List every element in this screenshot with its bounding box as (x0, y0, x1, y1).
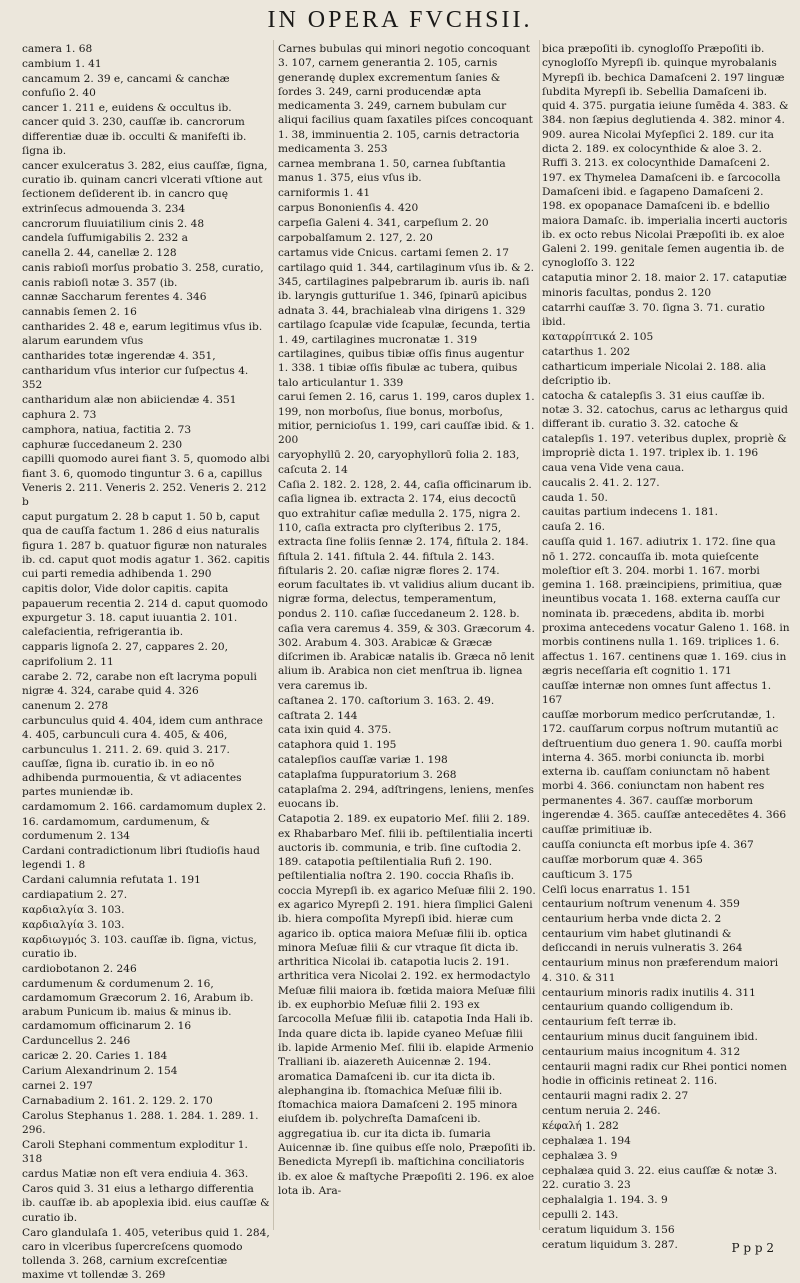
index-entry: καταρρίπτικά 2. 105 (542, 330, 654, 343)
index-entry: catharticum imperiale Nicolai 2. 188. alia deſcriptio ib. (542, 360, 767, 387)
column-divider (539, 40, 540, 1230)
index-entry: καρδιαλγία 3. 103. (22, 918, 125, 931)
index-entry: cataplaſma ſuppuratorium 3. 268 (278, 769, 457, 782)
index-entry: carpus Bononienſis 4. 420 (278, 202, 419, 215)
index-entry: canella 2. 44, canellæ 2. 128 (22, 247, 177, 260)
index-entry: cataphora quid 1. 195 (278, 739, 397, 752)
index-entry: caphuræ ſuccedaneum 2. 230 (22, 438, 183, 451)
index-entry: cauſſa coniuncta eſt morbus ipſe 4. 367 (542, 838, 754, 851)
index-entry: cantharidum alæ non abiiciendæ 4. 351 (22, 393, 237, 406)
index-entry: cambium 1. 41 (22, 57, 102, 70)
index-entry: centaurii magni radix 2. 27 (542, 1090, 689, 1103)
index-entry: cancer exulceratus 3. 282, eius cauſſæ, ſigna, curatio ib. quinam cancri vlcerati vſtione aut ſectionem deſiderent ib. in cancro quę extrinſecus admouenda 3. 234 (22, 159, 268, 215)
index-entry: caua vena Vide vena caua. (542, 461, 685, 474)
index-entry: caſia vera caremus 4. 359, & 303. Græcorum 4. 302. Arabum 4. 303. Arabicæ & Græcæ diſcrimen ib. Arabicæ natalis ib. Græca nō lenit alium ib. Arabica non ciet menſtrua ib. lignea vera caremus ib. (278, 622, 535, 692)
page-header-title: IN OPERA FVCHSII. (267, 7, 533, 33)
index-entry: cantharides totæ ingerendæ 4. 351, cantharidum vſus interior cur ſuſpectus 4. 352 (22, 350, 249, 391)
index-entry: cephalæa 1. 194 (542, 1134, 631, 1147)
index-entry: Celſi locus enarratus 1. 151 (542, 883, 692, 896)
index-entry: cardiobotanon 2. 246 (22, 962, 137, 975)
index-entry: caphura 2. 73 (22, 408, 97, 421)
index-entry: caryophyllū 2. 20, caryophyllorū folia 2. 183, (278, 449, 520, 462)
index-entry: Caros quid 3. 31 eius a lethargo differentia ib. cauſſæ ib. ab apoplexia ibid. eius cauſſæ & curatio ib. (22, 1183, 270, 1224)
index-entry: Cardani calumnia refutata 1. 191 (22, 873, 201, 886)
index-entry: carpobalſamum 2. 127, 2. 20 (278, 231, 433, 244)
index-entry: carpeſia Galeni 4. 341, carpeſium 2. 20 (278, 216, 489, 229)
index-entry: catalepſios cauſſæ variæ 1. 198 (278, 754, 448, 767)
index-entry: catarthus 1. 202 (542, 345, 631, 358)
index-column-1 (22, 42, 270, 1282)
index-column-2 (278, 42, 536, 1238)
index-entry: ceratum liquidum 3. 156 (542, 1223, 675, 1236)
index-entry: carbunculus quid 4. 404, idem cum anthrace 4. 405, carbunculi cura 4. 405, & 406, carbunculus 1. 211. 2. 69. quid 3. 217. cauſſæ, ſigna ib. curatio ib. in eo nō adhibenda purmouentia, & vt adiacentes partes muniendæ ib. (22, 714, 263, 799)
index-entry: carnea membrana 1. 50, carnea ſubſtantia manus 1. 375, eius vſus ib. (278, 157, 506, 185)
index-entry: cephalalgia 1. 194. 3. 9 (542, 1193, 668, 1206)
index-entry: Cardani contradictionum libri ſtudioſis haud legendi 1. 8 (22, 844, 260, 872)
index-entry: carnei 2. 197 (22, 1080, 93, 1093)
index-entry: cephalæa quid 3. 22. eius cauſſæ & notæ 3. 22. curatio 3. 23 (542, 1164, 778, 1191)
index-entry: cauſſæ primitiuæ ib. (542, 823, 653, 836)
index-entry: caſtrata 2. 144 (278, 709, 358, 722)
index-entry: cauitas partium indecens 1. 181. (542, 506, 719, 519)
index-entry: καρδιωγμός 3. 103. cauſſæ ib. ſigna, victus, curatio ib. (22, 933, 257, 960)
index-entry: Caroli Stephani commentum exploditur 1. 318 (22, 1139, 248, 1166)
index-entry: capparis lignoſa 2. 27, cappares 2. 20, (22, 641, 229, 654)
index-entry: Caro glandulaſa 1. 405, veteribus quid 1. 284, caro in vlceribus ſupercreſcens quomodo tollenda 3. 268, carnium excreſcentiæ maxime vt tollendæ 3. 269 (22, 1226, 270, 1282)
index-entry: καρδιαλγία 3. 103. (22, 903, 125, 916)
index-entry: cartilago quid 1. 344, cartilaginum vſus ib. & 2. 345, cartilagines palpebrarum ib. auris ib. naſi ib. laryngis gutturiſue 1. 346, ſpinarū apicibus adnata 3. 44, brachialeab vlna dirigens 1. 329 (278, 261, 534, 317)
index-entry: carabe 2. 72, carabe non eſt lacryma populi nigræ 4. 324, carabe quid 4. 326 (22, 670, 257, 698)
index-entry: cancamum 2. 39 e, cancami & canchæ confuſio 2. 40 (22, 72, 230, 100)
index-entry: bica præpoſiti ib. cynogloſſo Præpoſiti ib. cynogloſſo Myrepſi ib. quinque myrobalanis Myrepſi ib. bechica Damaſceni 2. 197 linguæ ſubdita Myrepſi ib. Sebellia Damaſceni ib. quid 4. 375. purgatia ieiune ſumēda 4. 383. & 384. non ſæpius deglutienda 4. 382. minor 4. 909. aurea Nicolai Myſepſici 2. 189. cur ita dicta 2. 189. ex colocynthide & aloe 3. 2. Ruffi 3. 213. ex colocynthide Damaſceni 2. 197. ex Thymelea Damaſceni ib. e ſarcocolla Damaſceni ibid. e ſagapeno Damaſceni 2. 198. ex opopanace Damaſceni ib. e bdellio maiora Damaſc. ib. imperialia incerti auctoris ib. ex octo rebus Nicolai Præpoſiti ib. ex aloe Galeni 2. 199. genitale ſemen augentia ib. de cynogloſſo 3. 122 (542, 43, 789, 270)
index-entry: cannabis ſemen 2. 16 (22, 306, 137, 319)
index-entry: cardamomum 2. 166. cardamomum duplex 2. 16. cardamomum, cardumenum, & cordumenum 2. 134 (22, 801, 267, 842)
index-entry: centaurii magni radix cur Rhei pontici nomen hodie in officinis retineat 2. 116. (542, 1061, 787, 1088)
index-entry: centaurium quando colligendum ib. (542, 1001, 734, 1014)
index-entry: cauſa 2. 16. (542, 521, 605, 534)
index-entry: cartamus vide Cnicus. cartami ſemen 2. 17 (278, 246, 509, 259)
index-entry: ceratum liquidum 3. 287. (542, 1238, 678, 1251)
index-entry: cartilago ſcapulæ vide ſcapulæ, ſecunda, tertia 1. 49, cartilagines mucronatæ 1. 319 cartilagines, quibus tibiæ oſſis finus augentur 1. 338. 1 tibiæ oſſis fibulæ ac tubera, quibus talo articulantur 1. 339 (278, 319, 531, 389)
index-entry: Carduncellus 2. 246 (22, 1035, 131, 1048)
index-entry: capilli quomodo aurei fiant 3. 5, quomodo albi fiant 3. 6, quomodo tinguntur 3. 6 a, capillus Veneris 2. 211. Veneris 2. 252. Veneris 2. 212 b (22, 453, 270, 509)
index-entry: camera 1. 68 (22, 43, 93, 55)
index-entry: cantharides 2. 48 e, earum legitimus vſus ib. alarum earundem vſus (22, 321, 263, 348)
index-entry: cauſſæ internæ non omnes ſunt affectus 1. 167 (542, 679, 772, 707)
index-entry: centaurium feſt terræ ib. (542, 1016, 677, 1029)
index-entry: Carium Alexandrinum 2. 154 (22, 1065, 178, 1078)
index-entry: catarrhi cauſſæ 3. 70. ſigna 3. 71. curatio ibid. (542, 301, 765, 328)
index-entry: camphora, natiua, factitia 2. 73 (22, 423, 192, 436)
index-entry: cauſticum 3. 175 (542, 868, 633, 881)
index-entry: centaurium noſtrum venenum 4. 359 (542, 898, 740, 911)
index-entry: carui ſemen 2. 16, carus 1. 199, caros duplex 1. 199, non morboſus, ſiue bonus, morboſus, mitior, pernicioſus 1. 199, cari cauſſæ ibid. & 1. 200 (278, 391, 535, 447)
index-entry: Catapotia 2. 189. ex eupatorio Meſ. filii 2. 189. ex Rhabarbaro Meſ. filii ib. peſtilentialia incerti auctoris ib. communia, e trib. ſine cuſtodia 2. 189. catapotia peſtilentialia Rufi 2. 190. peſtilentialia noſtra 2. 190. coccia Rhaſis ib. coccia Myrepſi ib. ex agarico Meſuæ filii 2. 190. ex agarico Myrepſi 2. 191. hiera ſimplici Galeni ib. hiera compoſita Myrepſi ibid. hieræ cum agarico ib. optica maiora Meſuæ filii ib. optica minora Meſuæ filii & cur vtraque ſit dicta ib. arthritica Nicolai ib. catapotia lucis 2. 191. arthritica vera Nicolai 2. 192. ex hermodactylo Meſuæ filii maiora ib. fœtida maiora Meſuæ filii ib. ex euphorbio Meſuæ filii 2. 193 ex ſarcocolla Meſuæ filii ib. catapotia Inda Hali ib. Inda quare dicta ib. lapide cyaneo Meſuæ filii ib. lapide Armenio Meſ. filii ib. elapide Armenio Tralliani ib. aiazereth Auicennæ 2. 194. aromatica Damaſceni ib. cur ita dicta ib. alephangina ib. ſtomachica Meſuæ filii ib. ſtomachica maiora Damaſceni 2. 195 minora eiuſdem ib. polychreſta Damaſceni ib. aggregatiua ib. cur ita dicta ib. ſumaria Auicennæ ib. ſine quibus eſſe nolo, Præpoſiti ib. Benedicta Myrepſi ib. maſtichina conciliatoris ib. ex aloe & maſtyche Præpoſiti 2. 196. ex aloe lota ib. Ara- (278, 813, 536, 1197)
index-entry: centaurium vim habet glutinandi & deſiccandi in neruis vulneratis 3. 264 (542, 928, 743, 955)
index-entry: cauſſæ morborum medico perſcrutandæ, 1. 172. cauſſarum corpus noſtrum mutantiū ac deſtruentium duo genera 1. 90. cauſſa morbi interna 4. 365. morbi coniuncta ib. morbi externa ib. cauſſam coniunctam nō habent morbi 4. 366. coniunctam non habent res permanentes 4. 367. cauſſæ morborum ingerendæ 4. 365. cauſſæ antecedētes 4. 366 (542, 708, 787, 822)
index-entry: capitis dolor, Vide dolor capitis. capita papauerum recentia 2. 214 d. caput quomodo expurgetur 3. 18. caput iuuantia 2. 101. calefacientia, refrigerantia ib. (22, 583, 268, 639)
index-entry: caprifolium 2. 11 (22, 655, 114, 668)
index-entry: cataputia minor 2. 18. maior 2. 17. cataputiæ minoris facultas, pondus 2. 120 (542, 272, 787, 299)
index-entry: cannæ Saccharum ferentes 4. 346 (22, 291, 207, 304)
printer-signature-mark: P p p 2 (731, 1241, 774, 1255)
index-entry: cardiapatium 2. 27. (22, 888, 128, 901)
index-entry: canis rabioſi morſus probatio 3. 258, curatio, canis rabioſi notæ 3. 357 (ib. (22, 262, 264, 289)
index-entry: canenum 2. 278 (22, 700, 109, 713)
index-entry: centum neruia 2. 246. (542, 1105, 661, 1118)
index-entry: caſcuta 2. 14 (278, 464, 348, 477)
index-entry: Carnabadium 2. 161. 2. 129. 2. 170 (22, 1094, 213, 1107)
index-entry: cauſſæ morborum quæ 4. 365 (542, 853, 703, 866)
index-entry: cauſſa quid 1. 167. adiutrix 1. 172. ſine qua nō 1. 272. concauſſa ib. mota quieſcente moleſtior eſt 3. 204. morbi 1. 167. morbi gemina 1. 168. præincipiens, primitiua, quæ ineuntibus vocata 1. 168. externa cauſſa cur nominata ib. præcedens, abdita ib. morbi proxima antecedens vocatur Galeno 1. 168. in morbis continens nulla 1. 169. triplices 1. 6. affectus 1. 167. centinens quæ 1. 169. cius in ægris neceſſaria eſt cognitio 1. 171 (542, 536, 790, 677)
index-entry: cataplaſma 2. 294, adſtringens, leniens, menſes euocans ib. (278, 784, 534, 811)
index-entry: cata ixin quid 4. 375. (278, 724, 392, 737)
index-entry: centaurium minus ducit ſanguinem ibid. (542, 1031, 758, 1044)
index-entry: centaurium maius incognitum 4. 312 (542, 1046, 741, 1059)
column-divider (273, 40, 274, 1230)
index-entry: caucalis 2. 41. 2. 127. (542, 476, 660, 489)
index-entry: candela ſuffumigabilis 2. 232 a (22, 232, 188, 245)
index-entry: centaurium minoris radix inutilis 4. 311 (542, 986, 756, 999)
index-entry: carniformis 1. 41 (278, 187, 371, 200)
index-entry: cauda 1. 50. (542, 491, 608, 504)
index-entry: Carolus Stephanus 1. 288. 1. 284. 1. 289. 1. 296. (22, 1109, 259, 1137)
index-entry: caput purgatum 2. 28 b caput 1. 50 b, caput qua de cauſſa factum 1. 286 d eius naturalis figura 1. 287 b. quatuor figuræ non naturales ib. cd. caput quot modis agatur 1. 362. capitis cui parti remedia adhibenda 1. 290 (22, 511, 270, 581)
index-entry: cancrorum fluuiatilium cinis 2. 48 (22, 217, 205, 230)
index-entry: Caſia 2. 182. 2. 128, 2. 44, caſia officinarum ib. caſia lignea ib. extracta 2. 174, eius decoctū quo extrahitur caſiæ medulla 2. 175, nigra 2. 110, caſia extracta pro clyſteribus 2. 175, extracta ſine foliis ſennæ 2. 174, fiſtula 2. 184. fiſtula 2. 141. fiſtula 2. 44. fiſtula 2. 143. fiſtularis 2. 20. caſiæ nigræ flores 2. 174. eorum facultates ib. vt validius alium ducant ib. nigræ forma, delectus, temperamentum, pondus 2. 110. caſiæ ſuccedaneum 2. 128. b. (278, 479, 535, 620)
index-entry: caſtanea 2. 170. caſtorium 3. 163. 2. 49. (278, 694, 495, 707)
index-entry: cardumenum & cordumenum 2. 16, cardamomum Græcorum 2. 16, Arabum ib. arabum Punicum ib. maius & minus ib. cardamomum officinarum 2. 16 (22, 977, 254, 1033)
index-entry: cephalæa 3. 9 (542, 1149, 618, 1162)
index-entry: catocha & catalepſis 3. 31 eius cauſſæ ib. notæ 3. 32. catochus, carus ac lethargus quid differant ib. curatio 3. 32. catoche & catalepſis 1. 197. veteribus duplex, propriè & impropriè dicta 1. 197. triplex ib. 1. 196 (542, 389, 788, 459)
index-entry: centaurium minus non præferendum maiori 4. 310. & 311 (542, 957, 779, 984)
index-entry: cancer 1. 211 e, euidens & occultus ib. cancer quid 3. 230, cauſſæ ib. cancrorum differentiæ duæ ib. occulti & manifeſti ib. ſigna ib. (22, 101, 247, 157)
index-entry: centaurium herba vnde dicta 2. 2 (542, 913, 722, 926)
index-entry: κέφαλή 1. 282 (542, 1119, 619, 1132)
index-entry: Carnes bubulas qui minori negotio concoquant 3. 107, carnem generantia 2. 105, carnis generandę duplex excrementum ſanies & ſordes 3. 249, carni producendæ apta medicamenta 3. 249, carnem bubulam cur aliqui facilius quam ſaxatiles piſces concoquant 1. 38, imminuentia 2. 105, carnis detractoria medicamenta 3. 253 (278, 43, 533, 156)
index-entry: caricæ 2. 20. Caries 1. 184 (22, 1050, 168, 1063)
index-entry: cardus Matiæ non eſt vera endiuia 4. 363. (22, 1168, 249, 1181)
index-entry: cepulli 2. 143. (542, 1208, 619, 1221)
